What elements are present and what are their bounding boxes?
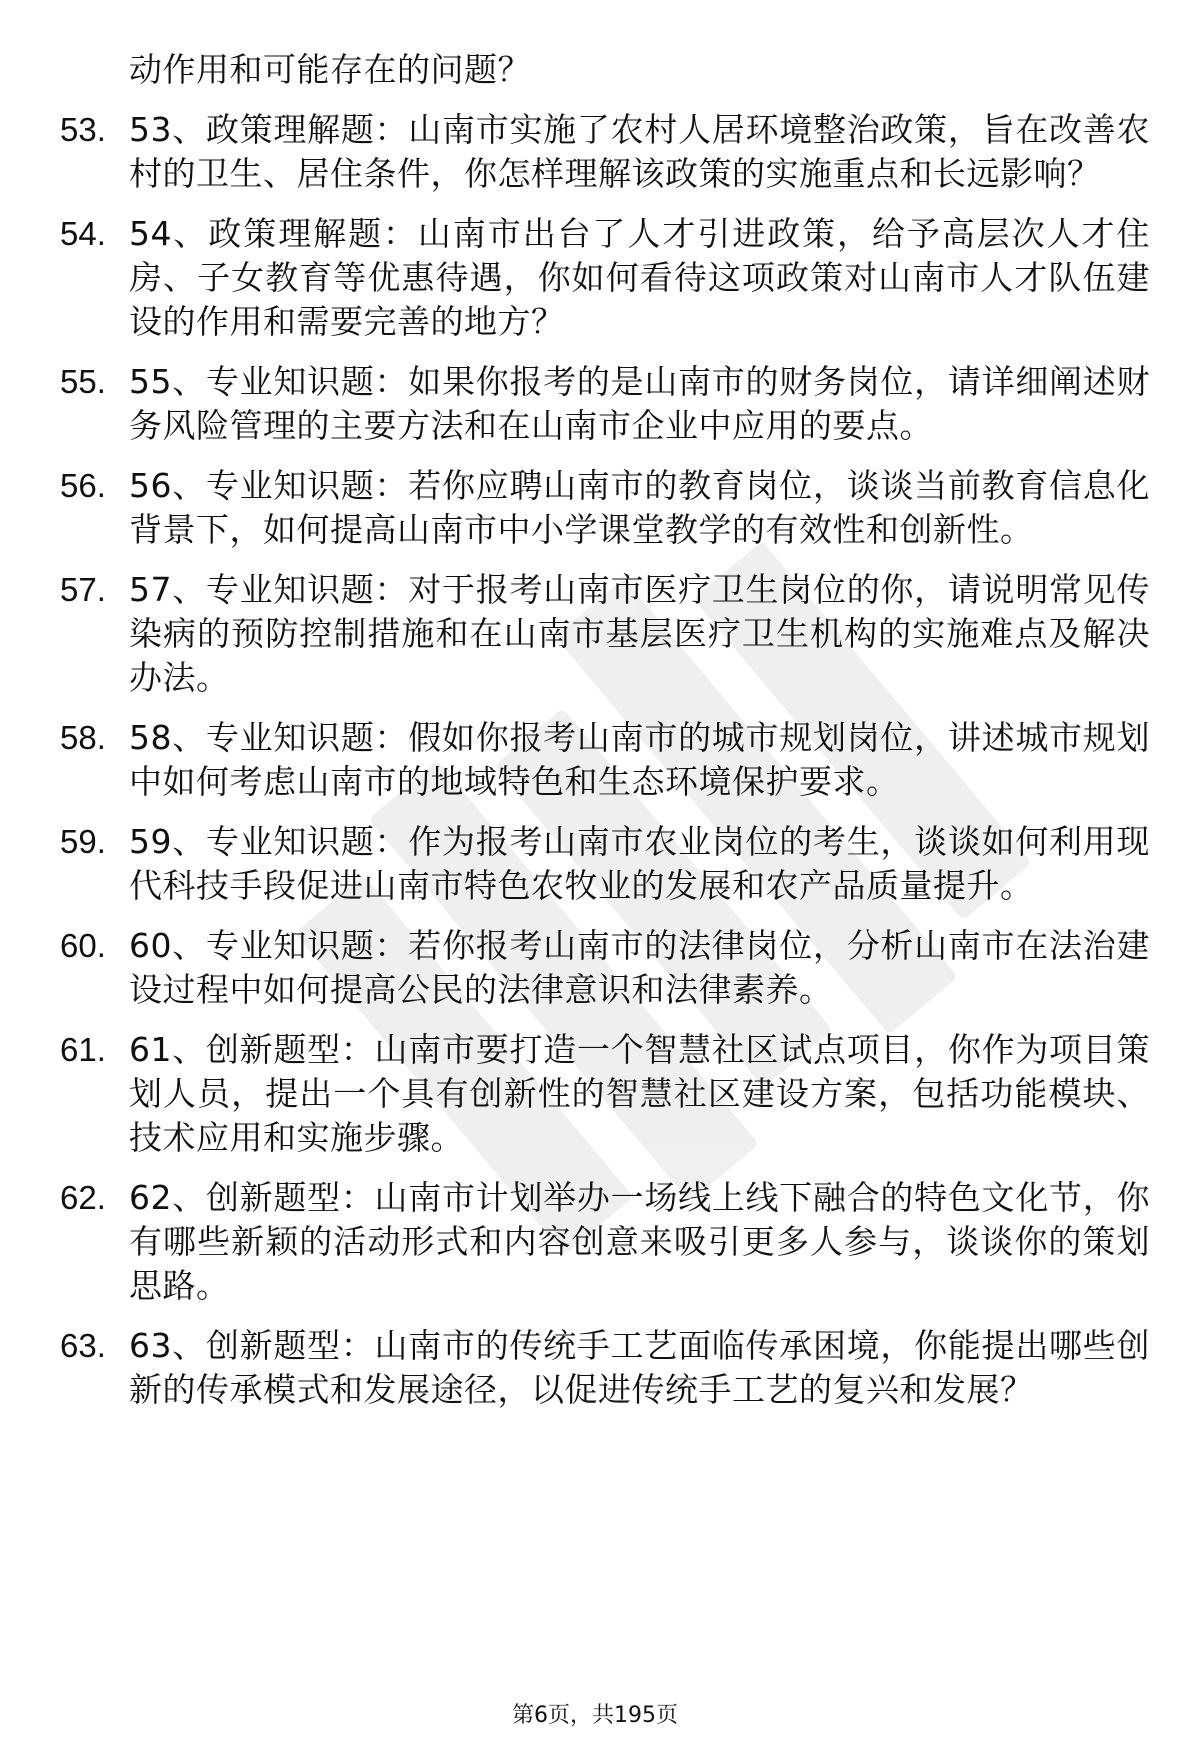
question-number: 53.	[60, 111, 106, 148]
question-number: 59.	[60, 823, 106, 860]
question-item	[60, 1028, 1150, 1160]
question-text: 60、专业知识题：若你报考山南市的法律岗位，分析山南市在法治建设过程中如何提高公民的法律意识和法律素养。	[129, 926, 1150, 1009]
question-text: 59、专业知识题：作为报考山南市农业岗位的考生，谈谈如何利用现代科技手段促进山南市特色农牧业的发展和农产品质量提升。	[129, 822, 1150, 905]
question-text: 61、创新题型：山南市要打造一个智慧社区试点项目，你作为项目策划人员，提出一个具有创新性的智慧社区建设方案，包括功能模块、技术应用和实施步骤。	[129, 1030, 1150, 1157]
question-item	[60, 568, 1150, 700]
question-item	[60, 108, 1150, 196]
question-text: 55、专业知识题：如果你报考的是山南市的财务岗位，请详细阐述财务风险管理的主要方法和在山南市企业中应用的要点。	[129, 362, 1150, 445]
document-body	[60, 48, 1150, 1428]
question-text: 63、创新题型：山南市的传统手工艺面临传承困境，你能提出哪些创新的传承模式和发展途径，以促进传统手工艺的复兴和发展？	[129, 1326, 1150, 1409]
question-number: 60.	[60, 927, 106, 964]
question-item	[60, 820, 1150, 908]
question-text: 57、专业知识题：对于报考山南市医疗卫生岗位的你，请说明常见传染病的预防控制措施和在山南市基层医疗卫生机构的实施难点及解决办法。	[129, 570, 1150, 697]
page-footer: 第6页，共195页	[512, 1703, 678, 1728]
continued-question-text: 动作用和可能存在的问题？	[129, 50, 531, 89]
question-item	[60, 1324, 1150, 1412]
question-number: 62.	[60, 1179, 106, 1216]
question-text: 58、专业知识题：假如你报考山南市的城市规划岗位，讲述城市规划中如何考虑山南市的地域特色和生态环境保护要求。	[129, 718, 1150, 801]
question-item	[60, 1176, 1150, 1308]
question-number: 63.	[60, 1327, 106, 1364]
question-text: 53、政策理解题：山南市实施了农村人居环境整治政策，旨在改善农村的卫生、居住条件，你怎样理解该政策的实施重点和长远影响？	[129, 110, 1150, 193]
question-number: 56.	[60, 467, 106, 504]
question-item	[60, 360, 1150, 448]
question-text: 56、专业知识题：若你应聘山南市的教育岗位，谈谈当前教育信息化背景下，如何提高山南市中小学课堂教学的有效性和创新性。	[129, 466, 1150, 549]
question-number: 57.	[60, 571, 106, 608]
question-number: 61.	[60, 1031, 106, 1068]
question-item	[60, 924, 1150, 1012]
question-item	[60, 212, 1150, 344]
question-item	[60, 464, 1150, 552]
question-number: 58.	[60, 719, 106, 756]
question-item	[60, 716, 1150, 804]
question-text: 54、政策理解题：山南市出台了人才引进政策，给予高层次人才住房、子女教育等优惠待遇，你如何看待这项政策对山南市人才队伍建设的作用和需要完善的地方？	[129, 214, 1150, 341]
question-number: 54.	[60, 215, 106, 252]
question-number: 55.	[60, 363, 106, 400]
question-text: 62、创新题型：山南市计划举办一场线上线下融合的特色文化节，你有哪些新颖的活动形式和内容创意来吸引更多人参与，谈谈你的策划思路。	[129, 1178, 1150, 1305]
